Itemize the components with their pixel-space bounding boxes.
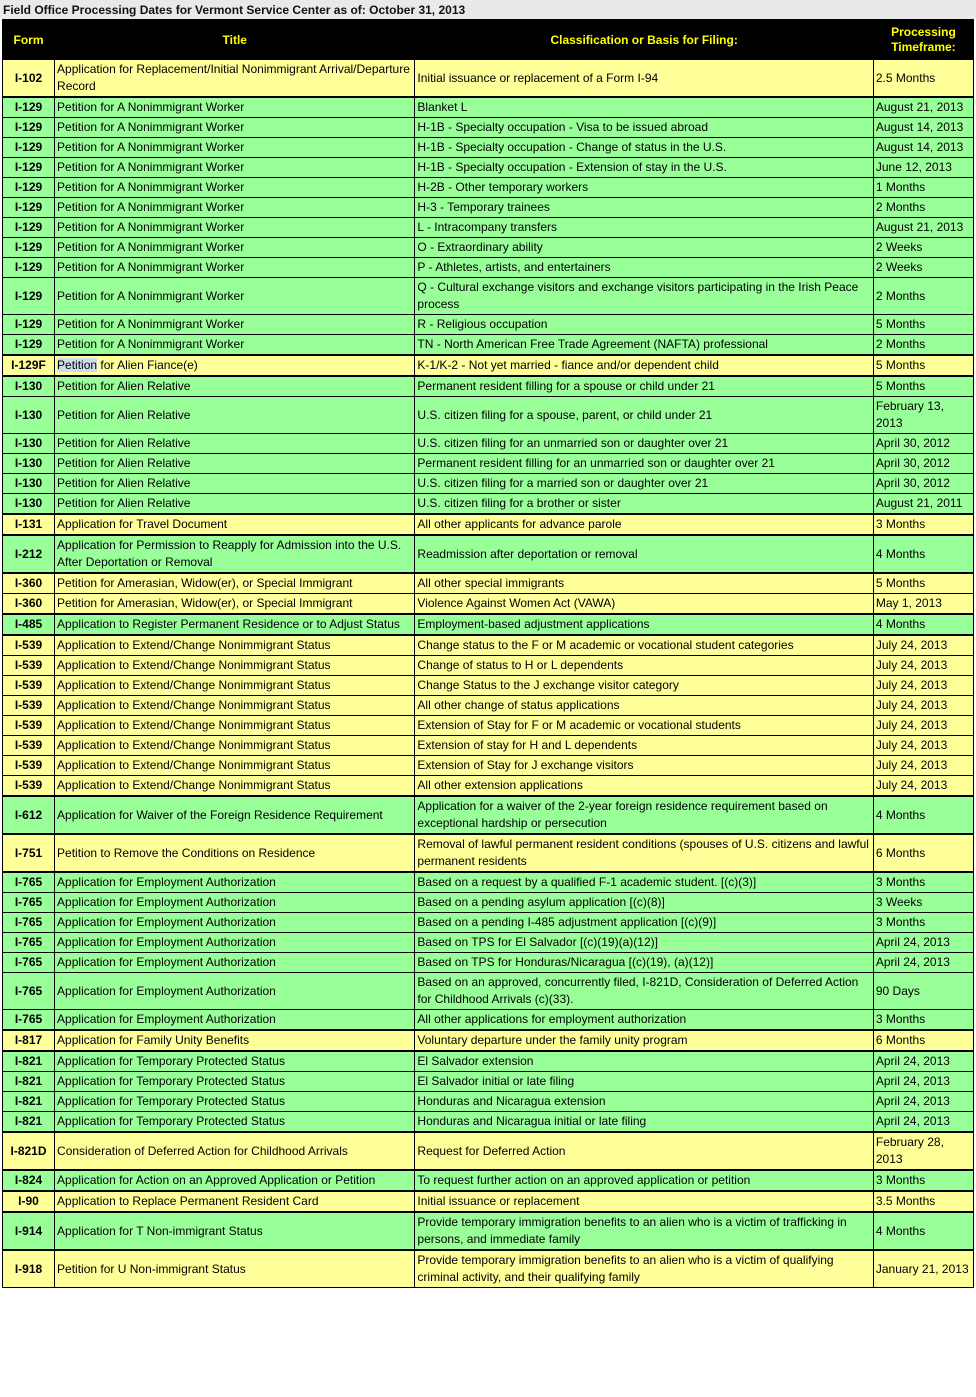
- title-cell: Application for Employment Authorization: [55, 913, 415, 933]
- table-row: [3, 1092, 974, 1112]
- processing-time-cell: April 24, 2013: [873, 1112, 973, 1133]
- table-row: [3, 834, 974, 872]
- form-cell: I-130: [3, 494, 55, 515]
- classification-cell: Change status to the F or M academic or vocational student categories: [415, 635, 873, 656]
- title-cell: Petition for Alien Relative: [55, 397, 415, 434]
- classification-cell: El Salvador extension: [415, 1051, 873, 1072]
- classification-cell: Based on TPS for El Salvador [(c)(19)(a)(12)]: [415, 933, 873, 953]
- processing-time-cell: 4 Months: [873, 1212, 973, 1250]
- table-row: [3, 933, 974, 953]
- title-cell: Petition for A Nonimmigrant Worker: [55, 178, 415, 198]
- form-cell: I-129: [3, 278, 55, 315]
- header-processing: [873, 20, 973, 60]
- table-row: [3, 178, 974, 198]
- form-cell: I-130: [3, 376, 55, 397]
- processing-time-cell: 1 Months: [873, 178, 973, 198]
- classification-cell: Initial issuance or replacement of a Form I-94: [415, 60, 873, 98]
- title-cell: Petition to Remove the Conditions on Residence: [55, 834, 415, 872]
- classification-cell: Change of status to H or L dependents: [415, 656, 873, 676]
- title-cell: Application for Action on an Approved Application or Petition: [55, 1170, 415, 1191]
- title-cell: Application for Employment Authorization: [55, 872, 415, 893]
- form-cell: I-130: [3, 434, 55, 454]
- form-cell: I-765: [3, 913, 55, 933]
- classification-cell: Extension of stay for H and L dependents: [415, 736, 873, 756]
- classification-cell: Based on an approved, concurrently filed, I-821D, Consideration of Deferred Action for Childhood Arrivals (c)(33).: [415, 973, 873, 1010]
- table-row: [3, 198, 974, 218]
- table-row: [3, 454, 974, 474]
- form-cell: I-90: [3, 1191, 55, 1212]
- title-cell: Application for Replacement/Initial Nonimmigrant Arrival/Departure Record: [55, 60, 415, 98]
- form-cell: I-539: [3, 736, 55, 756]
- table-row: [3, 776, 974, 797]
- title-cell: Application to Extend/Change Nonimmigrant Status: [55, 696, 415, 716]
- classification-cell: Based on TPS for Honduras/Nicaragua [(c)(19), (a)(12)]: [415, 953, 873, 973]
- title-cell: Petition for A Nonimmigrant Worker: [55, 258, 415, 278]
- title-cell: Application for Employment Authorization: [55, 953, 415, 973]
- table-row: [3, 1051, 974, 1072]
- classification-cell: Readmission after deportation or removal: [415, 535, 873, 573]
- classification-cell: Request for Deferred Action: [415, 1132, 873, 1170]
- title-cell: Application to Extend/Change Nonimmigrant Status: [55, 736, 415, 756]
- form-cell: I-485: [3, 614, 55, 635]
- table-row: [3, 315, 974, 335]
- processing-time-cell: July 24, 2013: [873, 635, 973, 656]
- classification-cell: H-3 - Temporary trainees: [415, 198, 873, 218]
- classification-cell: Based on a request by a qualified F-1 academic student. [(c)(3)]: [415, 872, 873, 893]
- classification-cell: L - Intracompany transfers: [415, 218, 873, 238]
- processing-time-cell: July 24, 2013: [873, 736, 973, 756]
- form-cell: I-212: [3, 535, 55, 573]
- title-cell: Application to Extend/Change Nonimmigrant Status: [55, 635, 415, 656]
- classification-cell: H-1B - Specialty occupation - Extension of stay in the U.S.: [415, 158, 873, 178]
- classification-cell: Permanent resident filling for a spouse or child under 21: [415, 376, 873, 397]
- form-cell: I-130: [3, 474, 55, 494]
- processing-time-cell: 4 Months: [873, 796, 973, 834]
- form-cell: I-539: [3, 716, 55, 736]
- form-cell: I-539: [3, 696, 55, 716]
- form-cell: I-129: [3, 198, 55, 218]
- processing-time-cell: February 28, 2013: [873, 1132, 973, 1170]
- title-cell: Petition for A Nonimmigrant Worker: [55, 118, 415, 138]
- classification-cell: P - Athletes, artists, and entertainers: [415, 258, 873, 278]
- form-cell: I-360: [3, 594, 55, 615]
- processing-time-cell: August 21, 2013: [873, 218, 973, 238]
- processing-time-cell: 3 Months: [873, 872, 973, 893]
- table-row: [3, 716, 974, 736]
- processing-time-cell: 2 Weeks: [873, 238, 973, 258]
- form-cell: I-765: [3, 872, 55, 893]
- processing-dates-table: [2, 19, 974, 1288]
- form-cell: I-129: [3, 158, 55, 178]
- form-cell: I-129: [3, 218, 55, 238]
- classification-cell: Based on a pending asylum application [(c)(8)]: [415, 893, 873, 913]
- table-row: [3, 1191, 974, 1212]
- classification-cell: U.S. citizen filing for a brother or sister: [415, 494, 873, 515]
- processing-time-cell: 5 Months: [873, 573, 973, 594]
- title-cell: Petition for A Nonimmigrant Worker: [55, 138, 415, 158]
- header-form: Form: [3, 20, 55, 60]
- form-cell: I-765: [3, 953, 55, 973]
- table-row: [3, 397, 974, 434]
- title-cell: Petition for A Nonimmigrant Worker: [55, 97, 415, 118]
- form-cell: I-129F: [3, 355, 55, 376]
- processing-time-cell: May 1, 2013: [873, 594, 973, 615]
- form-cell: I-824: [3, 1170, 55, 1191]
- table-row: [3, 913, 974, 933]
- processing-time-cell: 3 Months: [873, 1010, 973, 1031]
- classification-cell: Application for a waiver of the 2-year foreign residence requirement based on exceptional hardship or persecution: [415, 796, 873, 834]
- table-caption: Field Office Processing Dates for Vermont Service Center as of: October 31, 2013: [0, 0, 976, 19]
- processing-time-cell: August 21, 2011: [873, 494, 973, 515]
- processing-time-cell: July 24, 2013: [873, 756, 973, 776]
- table-row: [3, 1170, 974, 1191]
- classification-cell: TN - North American Free Trade Agreement (NAFTA) professional: [415, 335, 873, 356]
- processing-time-cell: February 13, 2013: [873, 397, 973, 434]
- processing-time-cell: July 24, 2013: [873, 696, 973, 716]
- classification-cell: K-1/K-2 - Not yet married - fiance and/or dependent child: [415, 355, 873, 376]
- processing-time-cell: 2 Months: [873, 198, 973, 218]
- table-row: [3, 535, 974, 573]
- title-cell: Application for Employment Authorization: [55, 973, 415, 1010]
- form-cell: I-129: [3, 97, 55, 118]
- processing-time-cell: 2 Months: [873, 335, 973, 356]
- form-cell: I-817: [3, 1030, 55, 1051]
- form-cell: I-765: [3, 893, 55, 913]
- table-row: [3, 1072, 974, 1092]
- table-row: [3, 973, 974, 1010]
- title-cell: Petition for A Nonimmigrant Worker: [55, 158, 415, 178]
- header-title: Title: [55, 20, 415, 60]
- processing-time-cell: 6 Months: [873, 834, 973, 872]
- processing-time-cell: 3 Months: [873, 514, 973, 535]
- table-row: [3, 1212, 974, 1250]
- processing-time-cell: July 24, 2013: [873, 716, 973, 736]
- classification-cell: To request further action on an approved application or petition: [415, 1170, 873, 1191]
- form-cell: I-918: [3, 1250, 55, 1288]
- title-cell: Application for Travel Document: [55, 514, 415, 535]
- form-cell: I-131: [3, 514, 55, 535]
- title-cell: Petition for U Non-immigrant Status: [55, 1250, 415, 1288]
- form-cell: I-914: [3, 1212, 55, 1250]
- classification-cell: Provide temporary immigration benefits to an alien who is a victim of trafficking in persons, and immediate family: [415, 1212, 873, 1250]
- processing-time-cell: August 14, 2013: [873, 138, 973, 158]
- form-cell: I-129: [3, 258, 55, 278]
- processing-time-cell: 5 Months: [873, 376, 973, 397]
- form-cell: I-130: [3, 454, 55, 474]
- table-row: [3, 60, 974, 98]
- title-cell: Petition for Alien Relative: [55, 376, 415, 397]
- title-cell: Application to Replace Permanent Resident Card: [55, 1191, 415, 1212]
- form-cell: I-129: [3, 238, 55, 258]
- title-cell: Application for Employment Authorization: [55, 933, 415, 953]
- processing-time-cell: 90 Days: [873, 973, 973, 1010]
- classification-cell: El Salvador initial or late filing: [415, 1072, 873, 1092]
- form-cell: I-821: [3, 1072, 55, 1092]
- processing-time-cell: 4 Months: [873, 535, 973, 573]
- form-cell: I-129: [3, 178, 55, 198]
- table-row: [3, 158, 974, 178]
- classification-cell: Permanent resident filling for an unmarried son or daughter over 21: [415, 454, 873, 474]
- form-cell: I-129: [3, 335, 55, 356]
- table-row: [3, 97, 974, 118]
- table-row: [3, 1010, 974, 1031]
- form-cell: I-539: [3, 676, 55, 696]
- title-cell: Consideration of Deferred Action for Childhood Arrivals: [55, 1132, 415, 1170]
- header-classification: Classification or Basis for Filing:: [415, 20, 873, 60]
- title-cell: [55, 355, 415, 376]
- table-row: [3, 218, 974, 238]
- form-cell: I-821: [3, 1112, 55, 1133]
- processing-time-cell: 2 Weeks: [873, 258, 973, 278]
- classification-cell: Honduras and Nicaragua extension: [415, 1092, 873, 1112]
- processing-time-cell: 3 Months: [873, 913, 973, 933]
- table-row: [3, 1030, 974, 1051]
- processing-time-cell: 2.5 Months: [873, 60, 973, 98]
- classification-cell: Q - Cultural exchange visitors and exchange visitors participating in the Irish Peace process: [415, 278, 873, 315]
- table-row: [3, 474, 974, 494]
- processing-time-cell: July 24, 2013: [873, 656, 973, 676]
- classification-cell: Provide temporary immigration benefits to an alien who is a victim of qualifying criminal activity, and their qualifying family: [415, 1250, 873, 1288]
- table-row: [3, 953, 974, 973]
- title-cell: Petition for Amerasian, Widow(er), or Special Immigrant: [55, 573, 415, 594]
- table-row: [3, 594, 974, 615]
- title-cell: Application for Employment Authorization: [55, 1010, 415, 1031]
- header-row: [3, 20, 974, 60]
- processing-time-cell: July 24, 2013: [873, 676, 973, 696]
- table-row: [3, 573, 974, 594]
- table-row: [3, 614, 974, 635]
- title-cell: Petition for A Nonimmigrant Worker: [55, 315, 415, 335]
- form-cell: I-539: [3, 776, 55, 797]
- title-cell: Application to Extend/Change Nonimmigrant Status: [55, 756, 415, 776]
- classification-cell: H-1B - Specialty occupation - Change of status in the U.S.: [415, 138, 873, 158]
- table-row: [3, 635, 974, 656]
- classification-cell: R - Religious occupation: [415, 315, 873, 335]
- form-cell: I-612: [3, 796, 55, 834]
- processing-time-cell: 5 Months: [873, 355, 973, 376]
- title-cell: Application for Temporary Protected Status: [55, 1051, 415, 1072]
- table-row: [3, 872, 974, 893]
- processing-time-cell: June 12, 2013: [873, 158, 973, 178]
- form-cell: I-539: [3, 656, 55, 676]
- title-cell: Petition for Alien Relative: [55, 434, 415, 454]
- title-cell: Petition for A Nonimmigrant Worker: [55, 218, 415, 238]
- title-cell: Application for Permission to Reapply for Admission into the U.S. After Deportation or Removal: [55, 535, 415, 573]
- header-processing-line1: Processing: [891, 24, 956, 39]
- table-row: [3, 676, 974, 696]
- classification-cell: Change Status to the J exchange visitor category: [415, 676, 873, 696]
- classification-cell: U.S. citizen filing for a spouse, parent, or child under 21: [415, 397, 873, 434]
- processing-time-cell: January 21, 2013: [873, 1250, 973, 1288]
- table-row: [3, 376, 974, 397]
- processing-time-cell: 6 Months: [873, 1030, 973, 1051]
- processing-time-cell: April 24, 2013: [873, 1051, 973, 1072]
- title-cell: Petition for Alien Relative: [55, 474, 415, 494]
- classification-cell: All other applications for employment authorization: [415, 1010, 873, 1031]
- table-row: [3, 118, 974, 138]
- table-row: [3, 893, 974, 913]
- classification-cell: U.S. citizen filing for an unmarried son or daughter over 21: [415, 434, 873, 454]
- processing-time-cell: April 24, 2013: [873, 1092, 973, 1112]
- processing-time-cell: 2 Months: [873, 278, 973, 315]
- table-row: [3, 335, 974, 356]
- table-row: [3, 736, 974, 756]
- form-cell: I-102: [3, 60, 55, 98]
- form-cell: I-130: [3, 397, 55, 434]
- title-cell: Application to Register Permanent Residence or to Adjust Status: [55, 614, 415, 635]
- classification-cell: Employment-based adjustment applications: [415, 614, 873, 635]
- processing-time-cell: 3 Weeks: [873, 893, 973, 913]
- title-cell: Application for Temporary Protected Status: [55, 1072, 415, 1092]
- form-cell: I-539: [3, 635, 55, 656]
- form-cell: I-360: [3, 573, 55, 594]
- classification-cell: Voluntary departure under the family unity program: [415, 1030, 873, 1051]
- title-cell: Application for Waiver of the Foreign Residence Requirement: [55, 796, 415, 834]
- table-row: [3, 278, 974, 315]
- highlighted-text[interactable]: Petition: [57, 358, 98, 372]
- processing-time-cell: 3.5 Months: [873, 1191, 973, 1212]
- classification-cell: All other extension applications: [415, 776, 873, 797]
- title-cell: Petition for A Nonimmigrant Worker: [55, 238, 415, 258]
- processing-time-cell: April 30, 2012: [873, 454, 973, 474]
- processing-time-cell: April 24, 2013: [873, 953, 973, 973]
- form-cell: I-765: [3, 1010, 55, 1031]
- processing-time-cell: 3 Months: [873, 1170, 973, 1191]
- title-cell: Application to Extend/Change Nonimmigrant Status: [55, 716, 415, 736]
- processing-time-cell: April 24, 2013: [873, 933, 973, 953]
- table-row: [3, 355, 974, 376]
- form-cell: I-539: [3, 756, 55, 776]
- processing-time-cell: April 24, 2013: [873, 1072, 973, 1092]
- classification-cell: Blanket L: [415, 97, 873, 118]
- table-row: [3, 434, 974, 454]
- form-cell: I-765: [3, 933, 55, 953]
- classification-cell: Extension of Stay for F or M academic or vocational students: [415, 716, 873, 736]
- title-cell: Application for Family Unity Benefits: [55, 1030, 415, 1051]
- title-cell: Application for Temporary Protected Status: [55, 1092, 415, 1112]
- title-cell: Application to Extend/Change Nonimmigrant Status: [55, 656, 415, 676]
- title-cell: Petition for A Nonimmigrant Worker: [55, 198, 415, 218]
- title-cell: Application to Extend/Change Nonimmigrant Status: [55, 776, 415, 797]
- processing-time-cell: April 30, 2012: [873, 474, 973, 494]
- form-cell: I-129: [3, 315, 55, 335]
- title-cell: Application for Employment Authorization: [55, 893, 415, 913]
- classification-cell: All other applicants for advance parole: [415, 514, 873, 535]
- table-row: [3, 656, 974, 676]
- title-cell: Petition for Alien Relative: [55, 454, 415, 474]
- processing-time-cell: August 21, 2013: [873, 97, 973, 118]
- processing-time-cell: August 14, 2013: [873, 118, 973, 138]
- table-row: [3, 494, 974, 515]
- classification-cell: Violence Against Women Act (VAWA): [415, 594, 873, 615]
- classification-cell: Based on a pending I-485 adjustment application [(c)(9)]: [415, 913, 873, 933]
- table-row: [3, 756, 974, 776]
- table-row: [3, 258, 974, 278]
- title-text: for Alien Fiance(e): [97, 358, 198, 372]
- table-row: [3, 1132, 974, 1170]
- processing-time-cell: July 24, 2013: [873, 776, 973, 797]
- form-cell: I-129: [3, 138, 55, 158]
- classification-cell: All other special immigrants: [415, 573, 873, 594]
- title-cell: Petition for A Nonimmigrant Worker: [55, 278, 415, 315]
- table-row: [3, 514, 974, 535]
- classification-cell: Initial issuance or replacement: [415, 1191, 873, 1212]
- table-row: [3, 1250, 974, 1288]
- table-row: [3, 696, 974, 716]
- classification-cell: Removal of lawful permanent resident conditions (spouses of U.S. citizens and lawful permanent residents: [415, 834, 873, 872]
- classification-cell: Honduras and Nicaragua initial or late filing: [415, 1112, 873, 1133]
- title-cell: Application to Extend/Change Nonimmigrant Status: [55, 676, 415, 696]
- table-row: [3, 138, 974, 158]
- classification-cell: O - Extraordinary ability: [415, 238, 873, 258]
- classification-cell: U.S. citizen filing for a married son or daughter over 21: [415, 474, 873, 494]
- processing-time-cell: 4 Months: [873, 614, 973, 635]
- header-processing-line2: Timeframe:: [891, 39, 956, 54]
- title-cell: Petition for A Nonimmigrant Worker: [55, 335, 415, 356]
- form-cell: I-765: [3, 973, 55, 1010]
- title-cell: Petition for Alien Relative: [55, 494, 415, 515]
- form-cell: I-129: [3, 118, 55, 138]
- table-row: [3, 796, 974, 834]
- processing-time-cell: 5 Months: [873, 315, 973, 335]
- form-cell: I-751: [3, 834, 55, 872]
- classification-cell: Extension of Stay for J exchange visitors: [415, 756, 873, 776]
- form-cell: I-821: [3, 1051, 55, 1072]
- form-cell: I-821: [3, 1092, 55, 1112]
- title-cell: Application for T Non-immigrant Status: [55, 1212, 415, 1250]
- table-row: [3, 238, 974, 258]
- table-row: [3, 1112, 974, 1133]
- classification-cell: H-2B - Other temporary workers: [415, 178, 873, 198]
- classification-cell: H-1B - Specialty occupation - Visa to be issued abroad: [415, 118, 873, 138]
- title-cell: Petition for Amerasian, Widow(er), or Special Immigrant: [55, 594, 415, 615]
- classification-cell: All other change of status applications: [415, 696, 873, 716]
- title-cell: Application for Temporary Protected Status: [55, 1112, 415, 1133]
- form-cell: I-821D: [3, 1132, 55, 1170]
- processing-time-cell: April 30, 2012: [873, 434, 973, 454]
